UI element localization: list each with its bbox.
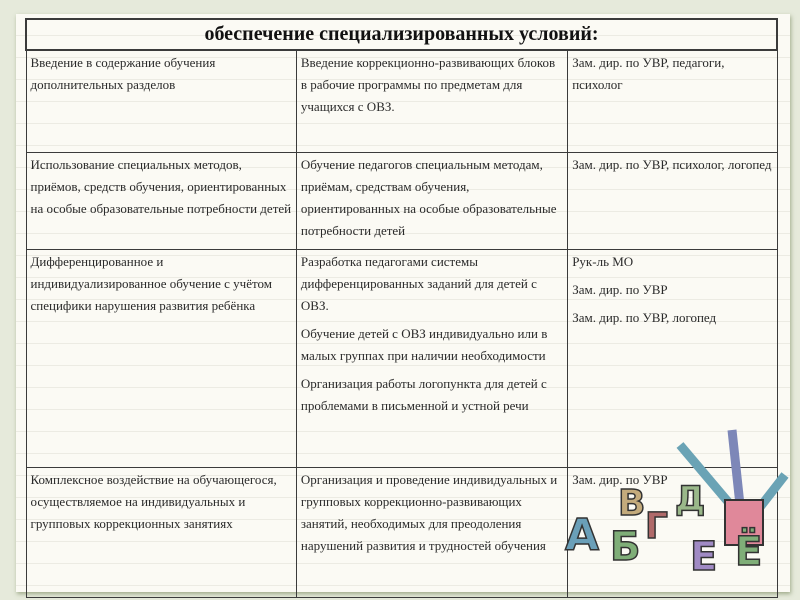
responsible-text: Зам. дир. по УВР xyxy=(572,471,668,487)
action-text: Организация работы логопункта для детей с проблемами в письменной и устной речи xyxy=(300,375,547,413)
responsible-cell xyxy=(568,152,777,249)
responsible-cell xyxy=(568,50,777,152)
measure-text: Дифференцированное и индивидуализированное обучение с учётом специфики нарушения развития ребёнка xyxy=(30,253,272,313)
measure-cell xyxy=(26,50,296,152)
letter-4: Д xyxy=(675,479,706,519)
action-text: Разработка педагогами системы дифференцированных заданий для детей с ОВЗ. xyxy=(300,253,537,313)
alphabet-pencils-clipart xyxy=(560,420,790,590)
letter-1: Б xyxy=(610,524,641,570)
action-text: Обучение детей с ОВЗ индивидуально или в малых группах при наличии необходимости xyxy=(300,325,548,363)
action-text: Введение коррекционно-развивающих блоков в рабочие программы по предметам для учащихся с ОВЗ. xyxy=(300,55,556,114)
letter-3: Г xyxy=(645,506,668,547)
responsible-text: Зам. дир. по УВР, педагоги, психолог xyxy=(572,55,725,92)
measure-text: Комплексное воздействие на обучающегося, осуществляемое на индивидуальных и групповых коррекционных занятиях xyxy=(30,471,277,531)
responsible-text: Зам. дир. по УВР, психолог, логопед xyxy=(572,156,772,172)
measure-cell xyxy=(26,249,296,467)
letter-5: Е xyxy=(690,534,718,580)
actions-cell xyxy=(296,249,567,467)
measure-text: Введение в содержание обучения дополнительных разделов xyxy=(30,55,216,92)
measure-cell xyxy=(26,467,296,597)
measure-cell xyxy=(26,152,296,249)
action-text: Обучение педагогов специальным методам, приёмам, средствам обучения, ориентированных на особые образовательные потребности детей xyxy=(300,156,557,238)
actions-cell xyxy=(296,467,567,597)
actions-cell xyxy=(296,50,567,152)
responsible-text: Зам. дир. по УВР, логопед xyxy=(572,309,717,325)
measure-text: Использование специальных методов, приёмов, средств обучения, ориентированных на особые образовательные потребности детей xyxy=(30,156,292,216)
responsible-text: Зам. дир. по УВР xyxy=(572,281,668,297)
responsible-text: Рук-ль МО xyxy=(572,253,634,269)
table-row xyxy=(26,152,777,249)
letter-0: А xyxy=(565,510,600,561)
letter-6: Ё xyxy=(735,529,763,575)
action-text: Организация и проведение индивидуальных и групповых коррекционно-развивающих занятий, необходимых для преодоления нарушений развития и трудностей обучения xyxy=(300,471,558,553)
table-row xyxy=(26,50,777,152)
table-title: обеспечение специализированных условий: xyxy=(26,19,777,50)
actions-cell xyxy=(296,152,567,249)
letter-2: В xyxy=(618,483,646,524)
